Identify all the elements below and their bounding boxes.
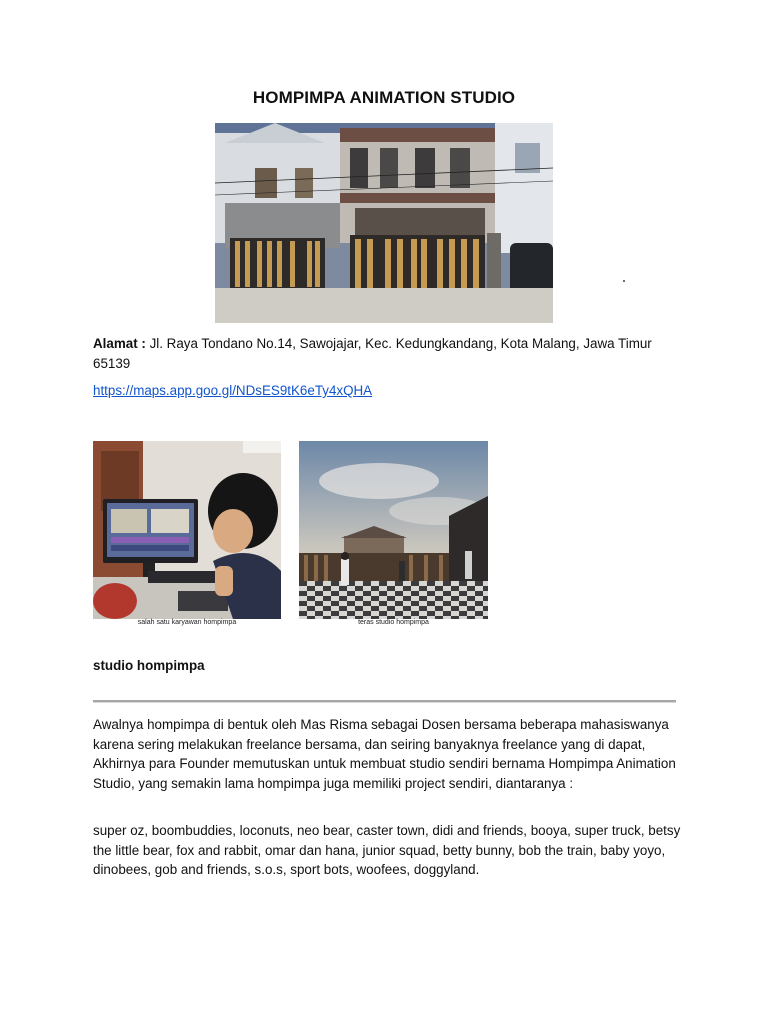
stray-dot: [623, 280, 625, 282]
address-text: Jl. Raya Tondano No.14, Sawojajar, Kec. Kedungkandang, Kota Malang, Jawa Timur 65139: [93, 336, 652, 371]
photo-caption: salah satu karyawan hompimpa: [137, 619, 237, 626]
projects-paragraph: super oz, boombuddies, loconuts, neo bear, caster town, didi and friends, booya, super truck, betsy the little bear, fox and rabbit, omar dan hana, junior squad, betty bunny, bob the train, baby yoyo, dinobees, gob and friends, s.o.s, sport bots, woofees, doggyland.: [93, 823, 681, 877]
terrace-photo: [299, 441, 488, 619]
address-label: Alamat :: [93, 336, 146, 351]
studio-building-photo: [215, 123, 553, 323]
page-title: HOMPIMPA ANIMATION STUDIO: [252, 88, 516, 107]
employee-photo: [93, 441, 281, 619]
section-heading: studio hompimpa: [93, 658, 205, 673]
history-paragraph: Awalnya hompimpa di bentuk oleh Mas Risma sebagai Dosen bersama beberapa mahasiswanya karena sering melakukan freelance bersama, dan seiring banyaknya freelance yang di dapat, Akhirnya para Founder memutuskan untuk membuat studio sendiri bernama Hompimpa Animation Studio, yang semakin lama hompimpa juga memiliki project sendiri, diantaranya :: [93, 717, 676, 791]
address-paragraph: [93, 334, 683, 373]
maps-link[interactable]: https://maps.app.goo.gl/NDsES9tK6eTy4xQHA: [93, 383, 373, 398]
photo-caption: teras studio hompimpa: [358, 619, 429, 626]
divider: [93, 700, 676, 703]
